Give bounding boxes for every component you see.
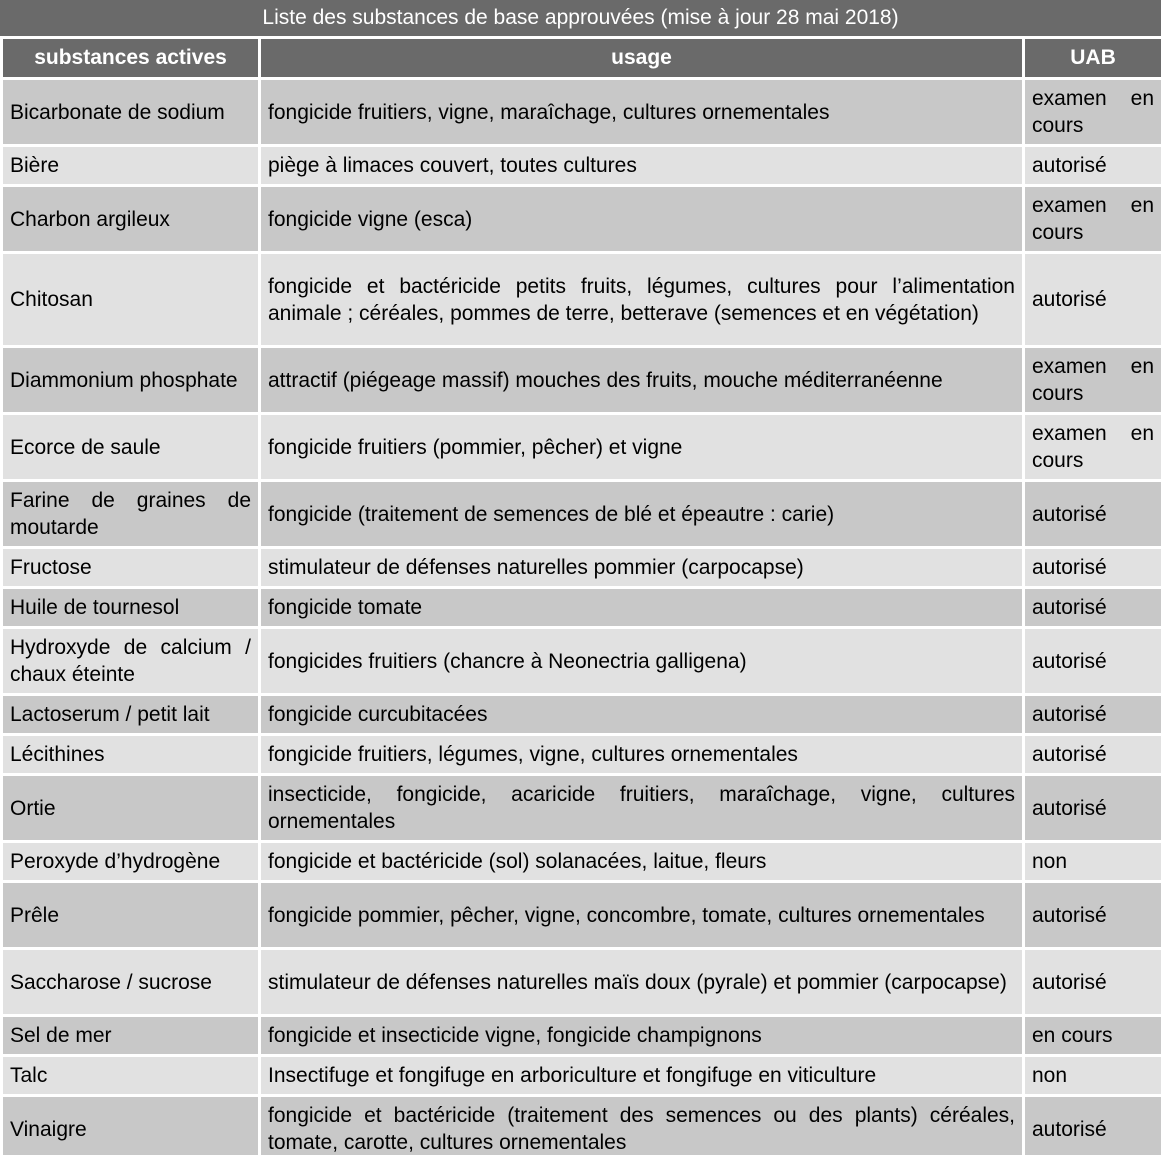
table-row <box>2 414 1161 481</box>
table-row <box>2 1096 1161 1155</box>
header-row <box>2 38 1161 79</box>
usage-cell: fongicide et bactéricide petits fruits, légumes, cultures pour l’alimentation animale ; céréales, pommes de terre, betterave (semences et en végétation) <box>260 253 1024 347</box>
substance-cell: Farine de graines de moutarde <box>2 481 260 548</box>
usage-cell: fongicide fruitiers (pommier, pêcher) et vigne <box>260 414 1024 481</box>
substances-table <box>0 36 1161 1155</box>
substance-cell: Ortie <box>2 775 260 842</box>
table-row <box>2 628 1161 695</box>
table-row <box>2 146 1161 186</box>
substance-cell: Hydroxyde de calcium / chaux éteinte <box>2 628 260 695</box>
uab-cell: autorisé <box>1024 1096 1161 1155</box>
usage-cell: fongicide (traitement de semences de blé et épeautre : carie) <box>260 481 1024 548</box>
substance-cell: Charbon argileux <box>2 186 260 253</box>
table-row <box>2 588 1161 628</box>
usage-cell: fongicide et insecticide vigne, fongicide champignons <box>260 1016 1024 1056</box>
usage-cell: stimulateur de défenses naturelles maïs doux (pyrale) et pommier (carpocapse) <box>260 949 1024 1016</box>
usage-cell: Insectifuge et fongifuge en arboriculture et fongifuge en viticulture <box>260 1056 1024 1096</box>
uab-cell: examen en cours <box>1024 79 1161 146</box>
usage-cell: fongicide et bactéricide (traitement des semences ou des plants) céréales, tomate, carotte, cultures ornementales <box>260 1096 1024 1155</box>
uab-cell: autorisé <box>1024 588 1161 628</box>
usage-cell: insecticide, fongicide, acaricide fruitiers, maraîchage, vigne, cultures ornementales <box>260 775 1024 842</box>
uab-cell: non <box>1024 1056 1161 1096</box>
table-row <box>2 79 1161 146</box>
usage-cell: fongicide pommier, pêcher, vigne, concombre, tomate, cultures ornementales <box>260 882 1024 949</box>
table-row <box>2 347 1161 414</box>
usage-cell: fongicide fruitiers, vigne, maraîchage, cultures ornementales <box>260 79 1024 146</box>
table-row <box>2 882 1161 949</box>
substance-cell: Prêle <box>2 882 260 949</box>
substance-cell: Chitosan <box>2 253 260 347</box>
uab-cell: en cours <box>1024 1016 1161 1056</box>
table-row <box>2 775 1161 842</box>
substance-cell: Peroxyde d’hydrogène <box>2 842 260 882</box>
table-caption: Liste des substances de base approuvées (mise à jour 28 mai 2018) <box>0 0 1161 36</box>
substance-cell: Saccharose / sucrose <box>2 949 260 1016</box>
substance-cell: Fructose <box>2 548 260 588</box>
substance-cell: Sel de mer <box>2 1016 260 1056</box>
uab-cell: autorisé <box>1024 695 1161 735</box>
usage-cell: fongicide fruitiers, légumes, vigne, cultures ornementales <box>260 735 1024 775</box>
uab-cell: autorisé <box>1024 548 1161 588</box>
usage-cell: fongicides fruitiers (chancre à Neonectria galligena) <box>260 628 1024 695</box>
table-row <box>2 253 1161 347</box>
substance-cell: Vinaigre <box>2 1096 260 1155</box>
table-row <box>2 481 1161 548</box>
uab-cell: autorisé <box>1024 253 1161 347</box>
substance-cell: Talc <box>2 1056 260 1096</box>
substance-cell: Bicarbonate de sodium <box>2 79 260 146</box>
table-row <box>2 949 1161 1016</box>
usage-cell: fongicide tomate <box>260 588 1024 628</box>
uab-cell: autorisé <box>1024 481 1161 548</box>
usage-cell: fongicide curcubitacées <box>260 695 1024 735</box>
table-row <box>2 695 1161 735</box>
table-row <box>2 1016 1161 1056</box>
uab-cell: autorisé <box>1024 949 1161 1016</box>
uab-cell: autorisé <box>1024 146 1161 186</box>
substance-cell: Huile de tournesol <box>2 588 260 628</box>
usage-cell: attractif (piégeage massif) mouches des fruits, mouche méditerranéenne <box>260 347 1024 414</box>
table-row <box>2 186 1161 253</box>
usage-cell: piège à limaces couvert, toutes cultures <box>260 146 1024 186</box>
uab-cell: autorisé <box>1024 628 1161 695</box>
table-row <box>2 735 1161 775</box>
uab-cell: examen en cours <box>1024 414 1161 481</box>
substance-cell: Bière <box>2 146 260 186</box>
header-usage: usage <box>260 38 1024 79</box>
usage-cell: fongicide vigne (esca) <box>260 186 1024 253</box>
header-substances: substances actives <box>2 38 260 79</box>
usage-cell: stimulateur de défenses naturelles pommier (carpocapse) <box>260 548 1024 588</box>
uab-cell: autorisé <box>1024 735 1161 775</box>
table-row <box>2 1056 1161 1096</box>
substance-cell: Diammonium phosphate <box>2 347 260 414</box>
table-row <box>2 548 1161 588</box>
header-uab: UAB <box>1024 38 1161 79</box>
uab-cell: examen en cours <box>1024 347 1161 414</box>
uab-cell: non <box>1024 842 1161 882</box>
uab-cell: autorisé <box>1024 882 1161 949</box>
substance-cell: Lécithines <box>2 735 260 775</box>
substance-cell: Ecorce de saule <box>2 414 260 481</box>
table-row <box>2 842 1161 882</box>
usage-cell: fongicide et bactéricide (sol) solanacées, laitue, fleurs <box>260 842 1024 882</box>
table-body <box>2 79 1161 1155</box>
substance-cell: Lactoserum / petit lait <box>2 695 260 735</box>
uab-cell: examen en cours <box>1024 186 1161 253</box>
uab-cell: autorisé <box>1024 775 1161 842</box>
